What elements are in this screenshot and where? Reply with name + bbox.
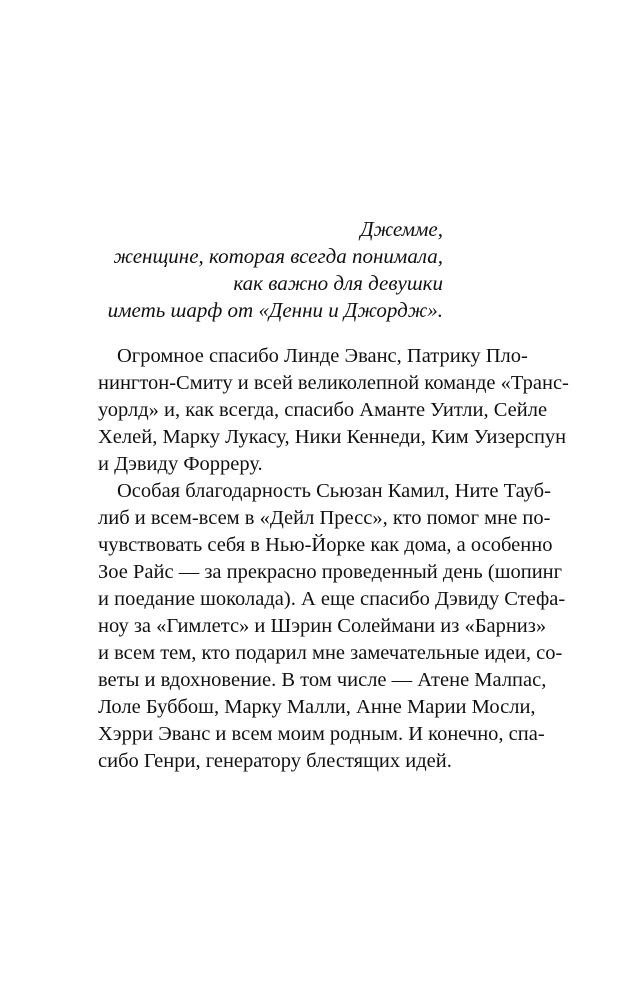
- text-line: сибо Генри, генератору блестящих идей.: [98, 750, 452, 772]
- text-line: чувствовать себя в Нью-Йорке как дома, а особенно: [98, 534, 553, 556]
- text-line: веты и вдохновение. В том числе — Атене Малпас,: [98, 669, 547, 691]
- text-line: Хелей, Марку Лукасу, Ники Кеннеди, Ким Уизерспун: [98, 426, 567, 448]
- text-line: Хэрри Эванс и всем моим родным. И конечно, спа-: [98, 723, 545, 745]
- text-line: нингтон-Смиту и всей великолепной команде «Транс-: [98, 372, 569, 394]
- text-line: Зое Райс — за прекрасно проведенный день (шопинг: [98, 561, 563, 583]
- text-line: ноу за «Гимлетс» и Шэрин Солеймани из «Барниз»: [98, 615, 547, 637]
- text-line: и всем тем, кто подарил мне замечательные идеи, со-: [98, 642, 563, 664]
- text-line: либ и всем-всем в «Дейл Пресс», кто помог мне по-: [98, 507, 551, 529]
- text-line: Особая благодарность Сьюзан Камил, Ните Тауб-: [117, 480, 551, 502]
- text-line: уорлд» и, как всегда, спасибо Аманте Уитли, Сейле: [98, 399, 548, 421]
- text-line: Лоле Буббош, Марку Малли, Анне Марии Мосли,: [98, 696, 536, 718]
- text-line: и Дэвиду Форреру.: [98, 453, 263, 475]
- text-line: Огромное спасибо Линде Эванс, Патрику Пло-: [117, 345, 528, 367]
- text-line: и поедание шоколада). А еще спасибо Дэвиду Стефа-: [98, 588, 566, 610]
- dedication-line: как важно для девушки: [233, 271, 443, 295]
- dedication-line: Джемме,: [360, 217, 443, 241]
- dedication-line: женщине, которая всегда понимала,: [113, 244, 443, 268]
- dedication-line: иметь шарф от «Денни и Джордж».: [107, 298, 443, 322]
